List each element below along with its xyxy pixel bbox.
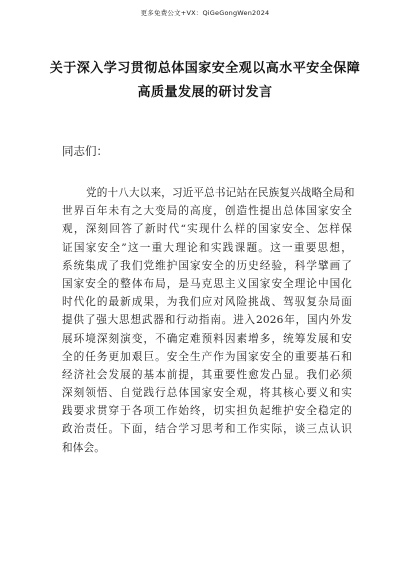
document-title-line-2: 高质量发展的研讨发言 (137, 85, 273, 100)
body-line: 深刻领悟、自觉践行总体国家安全观，将其核心要义和实 (62, 387, 352, 400)
body-line: 提供了强大思想武器和行动指南。进入2026年，国内外发 (62, 314, 352, 327)
body-line: 展环境深刻演变，不确定难预料因素增多，统筹发展和安 (62, 332, 352, 345)
document-title-line-1: 关于深入学习贯彻总体国家安全观以高水平安全保障 (49, 61, 361, 76)
body-line: 时代化的最新成果，为我们应对风险挑战、驾驭复杂局面 (62, 296, 352, 309)
body-line: 践要求贯穿于各项工作始终，切实担负起维护安全稳定的 (62, 405, 352, 418)
salutation: 同志们： (62, 144, 108, 158)
body-line: 政治责任。下面，结合学习思考和工作实际，谈三点认识 (62, 423, 352, 436)
body-line: 和体会。 (62, 441, 105, 454)
body-line: 经济社会发展的基本前提，其重要性愈发凸显。我们必须 (62, 368, 352, 381)
body-line: 系统集成了我们党维护国家安全的历史经验，科学擘画了 (62, 259, 352, 272)
body-line: 国家安全的整体布局，是马克思主义国家安全理论中国化 (62, 277, 352, 290)
body-line: 观，深刻回答了新时代“实现什么样的国家安全、怎样保 (62, 223, 352, 236)
body-paragraph (62, 184, 355, 457)
body-line: 全的任务更加艰巨。安全生产作为国家安全的重要基石和 (62, 350, 352, 363)
header-note: 更多免费公文+VX：QiGeGongWen2024 (140, 9, 270, 17)
body-line: 世界百年未有之大变局的高度，创造性提出总体国家安全 (62, 205, 352, 218)
body-line: 证国家安全”这一重大理论和实践课题。这一重要思想， (62, 241, 352, 254)
body-line: 党的十八大以来，习近平总书记站在民族复兴战略全局和 (86, 187, 355, 199)
